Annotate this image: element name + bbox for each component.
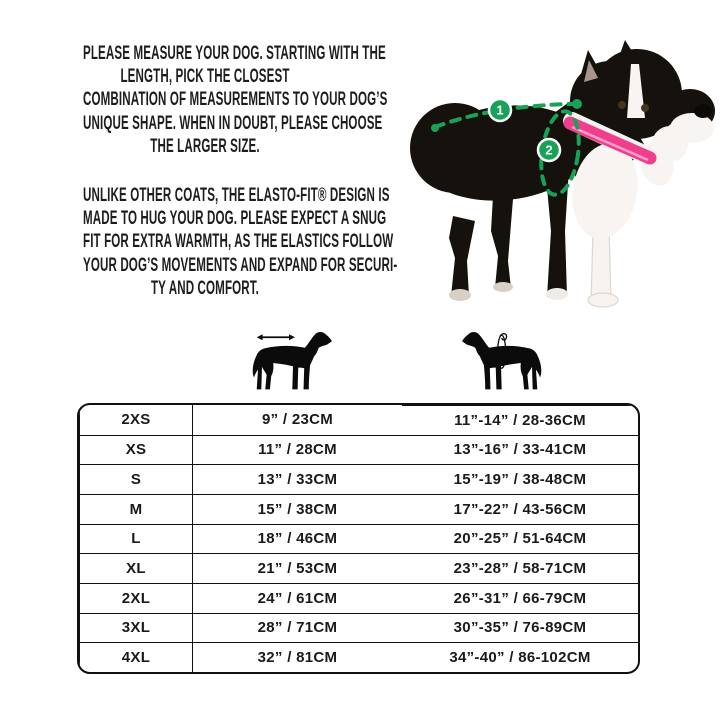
girth-value: 17”-22” / 43-56CM [402, 494, 638, 524]
size-label: S [79, 464, 192, 494]
size-label: XL [79, 553, 192, 583]
length-arrow-icon [257, 334, 295, 340]
measure-instructions-text [83, 42, 388, 158]
dog-muzzle-white [670, 113, 714, 143]
marker-1-badge [489, 99, 511, 121]
dog-hind-far-leg [491, 196, 513, 288]
dog-paw [493, 282, 513, 292]
dog-silhouette [462, 332, 541, 389]
length-value: 15” / 38CM [192, 494, 402, 524]
text-line: MADE TO HUG YOUR DOG. PLEASE EXPECT A SNUG [83, 208, 387, 230]
dog-paw [449, 289, 471, 301]
length-value: 32” / 81CM [192, 642, 402, 672]
size-label: M [79, 494, 192, 524]
length-value: 18” / 46CM [192, 524, 402, 554]
length-value: 11” / 28CM [192, 435, 402, 465]
dog-girth-icon [460, 330, 546, 392]
size-label: 4XL [79, 642, 192, 672]
length-value: 28” / 71CM [192, 613, 402, 643]
length-line-start-dot [431, 124, 439, 132]
size-label: 2XL [79, 583, 192, 613]
girth-value: 30”-35” / 76-89CM [402, 613, 638, 643]
length-value: 21” / 53CM [192, 553, 402, 583]
dog-eye [641, 104, 649, 112]
girth-value: 15”-19” / 38-48CM [402, 464, 638, 494]
elasto-fit-note-text [83, 184, 398, 300]
size-label: L [79, 524, 192, 554]
girth-value: 34”-40” / 86-102CM [402, 642, 638, 672]
dog-eye [618, 101, 626, 109]
girth-value: 23”-28” / 58-71CM [402, 553, 638, 583]
size-label: 2XS [79, 405, 192, 435]
text-line: TY AND COMFORT. [150, 277, 260, 299]
text-line: PLEASE MEASURE YOUR DOG. STARTING WITH THE [83, 43, 386, 64]
text-line: FIT FOR EXTRA WARMTH, AS THE ELASTICS FOLLOW [83, 231, 394, 253]
length-value: 24” / 61CM [192, 583, 402, 613]
girth-value: 13”-16” / 33-41CM [402, 435, 638, 465]
dog-paw [588, 293, 618, 307]
length-line-end-dot [572, 99, 582, 109]
girth-value: 11”-14” / 28-36CM [402, 405, 638, 435]
dog-paw [546, 288, 568, 300]
text-line: YOUR DOG’S MOVEMENTS AND EXPAND FOR SECURI- [83, 254, 398, 276]
svg-text:2: 2 [545, 142, 553, 158]
text-line: LENGTH, PICK THE CLOSEST [120, 66, 290, 88]
text-line: UNIQUE SHAPE. WHEN IN DOUBT, PLEASE CHOOSE [83, 112, 383, 134]
length-value: 13” / 33CM [192, 464, 402, 494]
girth-value: 20”-25” / 51-64CM [402, 524, 638, 554]
text-line: COMBINATION OF MEASUREMENTS TO YOUR DOG’S [83, 89, 388, 111]
size-label: 3XL [79, 613, 192, 643]
dog-nose [694, 104, 712, 118]
text-line: UNLIKE OTHER COATS, THE ELASTO-FIT® DESIGN IS [83, 185, 390, 206]
dog-measurement-photo [405, 16, 720, 316]
marker-2-badge [538, 139, 560, 161]
girth-value: 26”-31” / 66-79CM [402, 583, 638, 613]
length-value: 9” / 23CM [192, 405, 402, 435]
dog-length-icon [248, 330, 334, 392]
size-label: XS [79, 435, 192, 465]
svg-text:1: 1 [496, 102, 504, 118]
size-chart-table [77, 403, 640, 674]
dog-hind-near-leg [449, 216, 475, 296]
text-line: THE LARGER SIZE. [150, 135, 260, 157]
dog-silhouette [253, 332, 332, 389]
